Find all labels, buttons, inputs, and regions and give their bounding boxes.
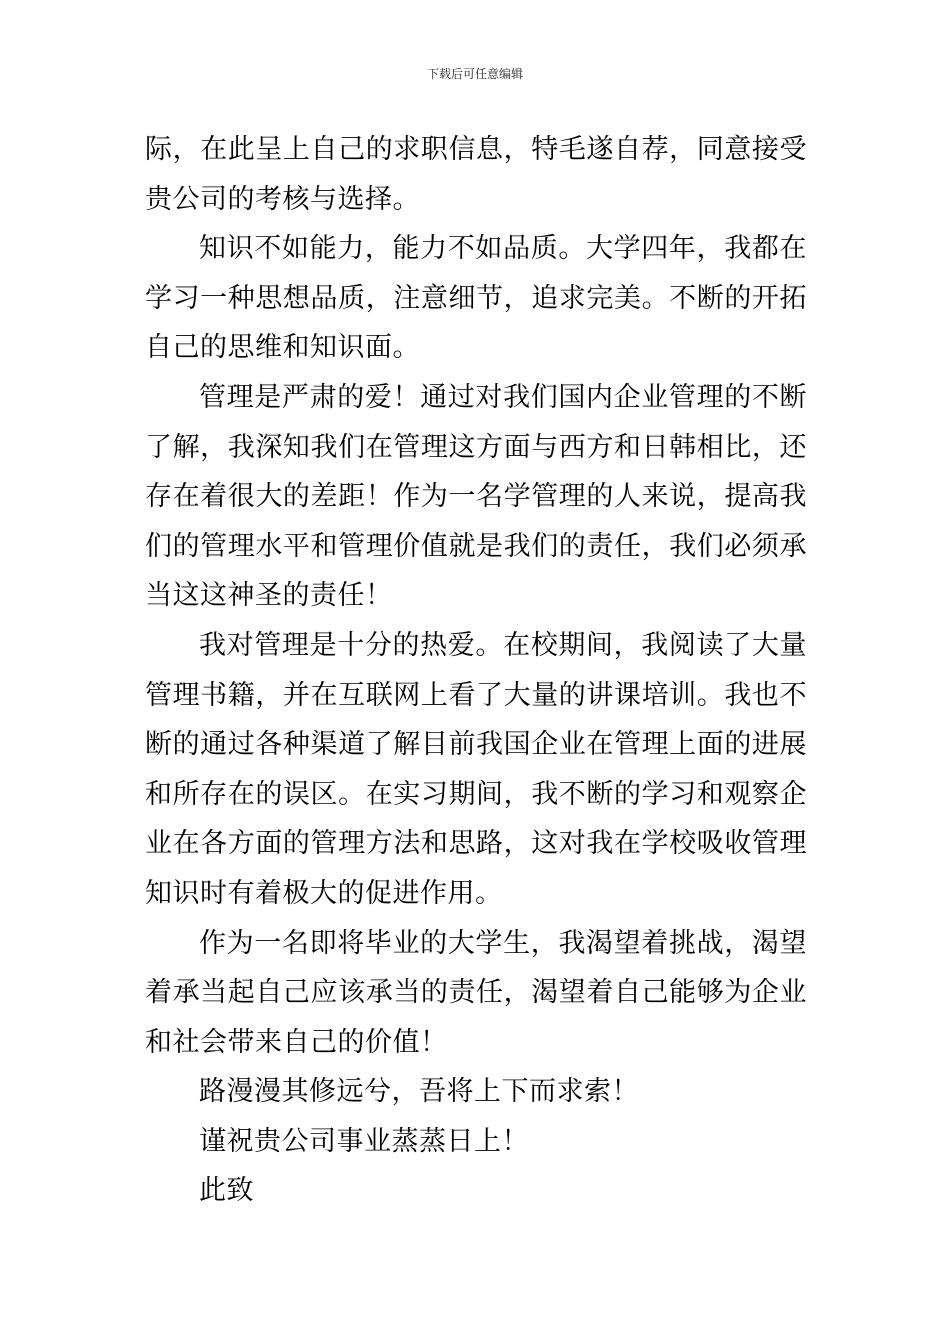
paragraph-closing: 此致 xyxy=(199,1175,254,1207)
paragraph-passion: 我对管理是十分的热爱。在校期间，我阅读了大量管理书籍，并在互联网上看了大量的讲课培训。我也不断的通过各种渠道了解目前我国企业在管理上面的进展和所存在的误区。在实习期间，我不断的学习和观察企业在各方面的管理方法和思路，这对我在学校吸收管理知识时有着极大的促进作用。 xyxy=(145,629,807,909)
paragraph-continuation: 际，在此呈上自己的求职信息，特毛遂自荐，同意接受贵公司的考核与选择。 xyxy=(145,134,807,215)
paragraph-knowledge: 知识不如能力，能力不如品质。大学四年，我都在学习一种思想品质，注意细节，追求完美。不断的开拓自己的思维和知识面。 xyxy=(145,233,807,364)
page-header: 下载后可任意编辑 xyxy=(426,67,523,81)
letter-body xyxy=(145,125,807,1216)
paragraph-wishes: 谨祝贵公司事业蒸蒸日上！ xyxy=(199,1125,529,1157)
paragraph-quote: 路漫漫其修远兮，吾将上下而求索！ xyxy=(199,1076,639,1108)
paragraph-aspiration: 作为一名即将毕业的大学生，我渴望着挑战，渴望着承当起自己应该承当的责任，渴望着自己能够为企业和社会带来自己的价值！ xyxy=(145,927,807,1058)
paragraph-management: 管理是严肃的爱！通过对我们国内企业管理的不断了解，我深知我们在管理这方面与西方和日韩相比，还存在着很大的差距！作为一名学管理的人来说，提高我们的管理水平和管理价值就是我们的责任，我们必须承当这这神圣的责任！ xyxy=(145,381,807,612)
